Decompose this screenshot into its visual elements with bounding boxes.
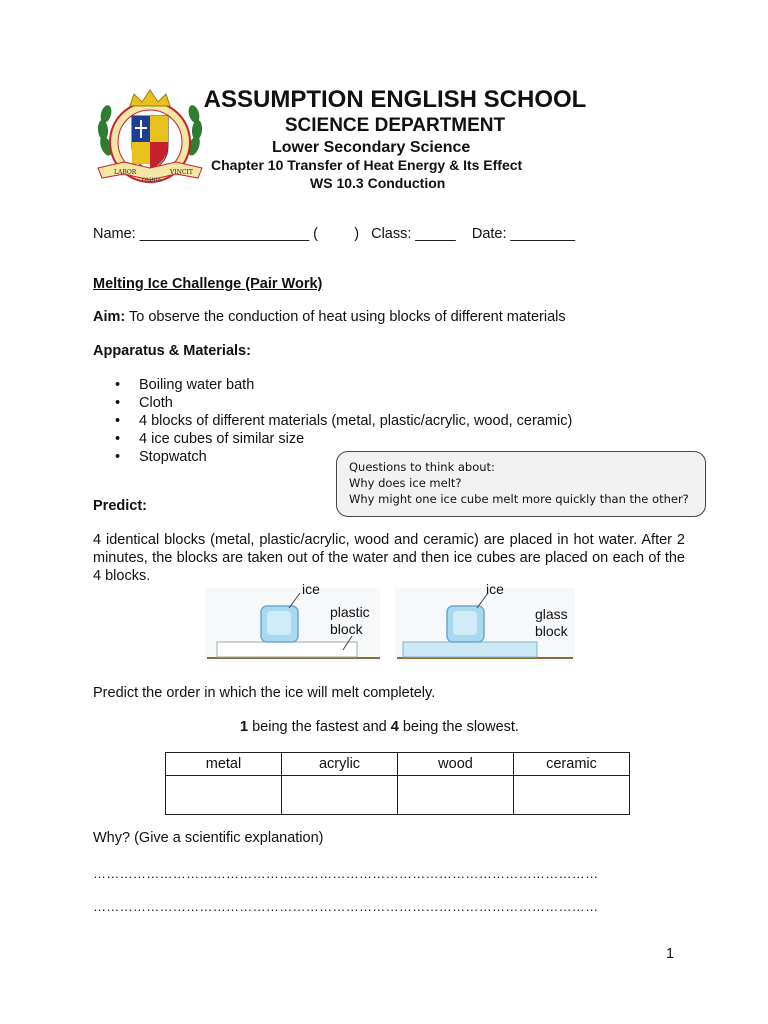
glass-label-line2: block bbox=[535, 623, 568, 639]
plastic-block-label bbox=[330, 604, 370, 638]
list-item: • 4 ice cubes of similar size bbox=[115, 430, 572, 448]
answer-line-1[interactable]: …………………………………………………………………………………………………… bbox=[93, 866, 599, 881]
left-ice-label: ice bbox=[302, 581, 320, 597]
why-prompt: Why? (Give a scientific explanation) bbox=[93, 830, 324, 846]
scale-text: being the fastest and bbox=[248, 719, 391, 735]
activity-title: Melting Ice Challenge (Pair Work) bbox=[93, 276, 323, 292]
answer-cell-wood[interactable] bbox=[398, 776, 514, 815]
aim-text: To observe the conduction of heat using blocks of different materials bbox=[125, 309, 566, 325]
table-header-acrylic: acrylic bbox=[282, 753, 398, 776]
right-ice-label: ice bbox=[486, 581, 504, 597]
question-item: Why does ice melt? bbox=[349, 476, 462, 490]
scale-text-end: being the slowest. bbox=[398, 719, 519, 735]
prediction-table bbox=[165, 752, 630, 815]
questions-heading: Questions to think about: bbox=[349, 460, 495, 474]
list-item: • 4 blocks of different materials (metal, plastic/acrylic, wood, ceramic) bbox=[115, 412, 572, 430]
plastic-label-line1: plastic bbox=[330, 604, 370, 620]
scale-fastest-number: 1 bbox=[240, 719, 249, 735]
logo-motto-vincit: VINCIT bbox=[170, 169, 193, 176]
predict-paragraph: 4 identical blocks (metal, plastic/acrylic, wood and ceramic) are placed in hot water. After 2 minutes, the blocks are taken out of the water and then ice cubes are placed on each of the 4 blocks. bbox=[93, 532, 685, 584]
aim-statement bbox=[93, 309, 566, 325]
table-header-wood: wood bbox=[398, 753, 514, 776]
list-item: • Cloth bbox=[115, 394, 572, 412]
question-item: Why might one ice cube melt more quickly than the other? bbox=[349, 492, 689, 506]
glass-block-label bbox=[535, 606, 568, 640]
predict-instruction: Predict the order in which the ice will melt completely. bbox=[93, 685, 436, 701]
questions-callout bbox=[336, 451, 706, 517]
logo-motto-labor: LABOR bbox=[114, 169, 137, 176]
answer-line-2[interactable]: …………………………………………………………………………………………………… bbox=[93, 899, 599, 914]
worksheet-title: WS 10.3 Conduction bbox=[310, 175, 446, 191]
table-header-ceramic: ceramic bbox=[514, 753, 630, 776]
table-header-row bbox=[166, 753, 630, 776]
answer-cell-acrylic[interactable] bbox=[282, 776, 398, 815]
glass-block bbox=[403, 642, 537, 657]
table-header-metal: metal bbox=[166, 753, 282, 776]
chapter-title: Chapter 10 Transfer of Heat Energy & Its Effect bbox=[211, 157, 523, 173]
course-level: Lower Secondary Science bbox=[272, 139, 471, 156]
table-row bbox=[166, 776, 630, 815]
aim-label: Aim: bbox=[93, 309, 126, 325]
page-number: 1 bbox=[666, 946, 675, 962]
list-item: • Stopwatch bbox=[115, 448, 572, 466]
plastic-block bbox=[217, 642, 357, 657]
predict-heading: Predict: bbox=[93, 498, 147, 514]
scale-slowest-number: 4 bbox=[390, 719, 399, 735]
student-info-line: Name: _____________________ ( ) Class: _____ Date: ________ bbox=[93, 226, 576, 242]
answer-cell-ceramic[interactable] bbox=[514, 776, 630, 815]
plastic-label-line2: block bbox=[330, 621, 363, 637]
logo-motto-omnia: OMNIA bbox=[142, 177, 162, 183]
list-item: • Boiling water bath bbox=[115, 376, 572, 394]
department-name: SCIENCE DEPARTMENT bbox=[284, 115, 506, 136]
glass-label-line1: glass bbox=[535, 606, 568, 622]
apparatus-heading: Apparatus & Materials: bbox=[93, 343, 251, 359]
answer-cell-metal[interactable] bbox=[166, 776, 282, 815]
ice-blocks-diagram bbox=[205, 580, 575, 666]
school-name: ASSUMPTION ENGLISH SCHOOL bbox=[203, 86, 587, 113]
ranking-scale bbox=[240, 719, 519, 735]
